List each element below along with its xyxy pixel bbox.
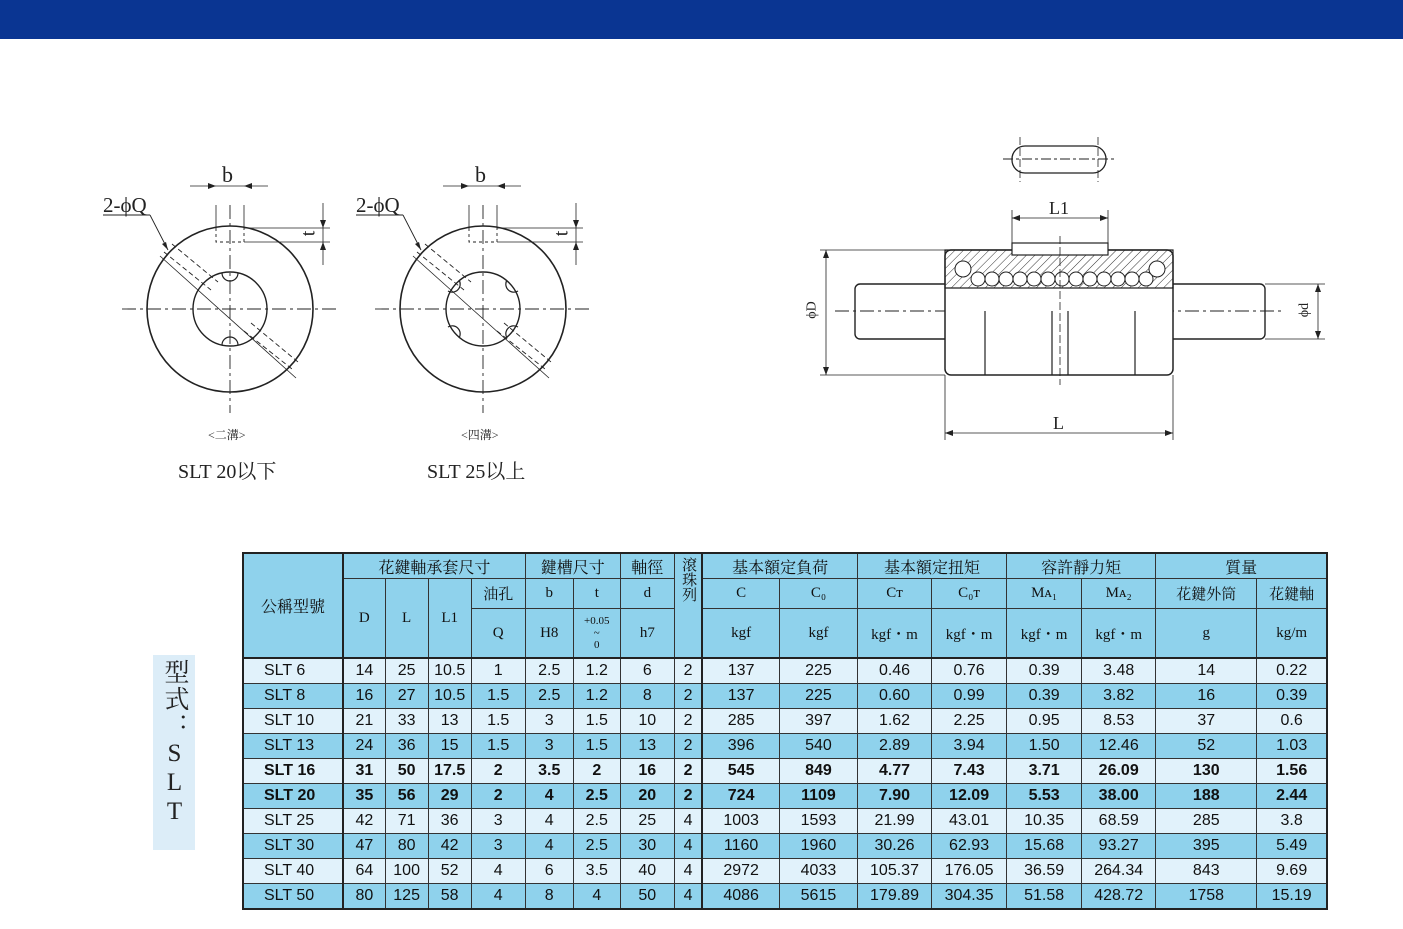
header-oil-hole: 油孔	[471, 579, 525, 609]
table-cell: 225	[779, 658, 857, 684]
table-cell: 26.09	[1082, 759, 1156, 784]
table-cell: 1.56	[1257, 759, 1327, 784]
table-cell: 2.5	[525, 658, 573, 684]
table-cell: 0.95	[1007, 709, 1082, 734]
table-cell: 1.5	[471, 734, 525, 759]
table-row	[243, 734, 1327, 759]
table-cell: 38.00	[1082, 784, 1156, 809]
header-H8: H8	[525, 609, 573, 659]
table-cell: 93.27	[1082, 834, 1156, 859]
table-cell: 137	[702, 684, 779, 709]
table-cell: 56	[385, 784, 428, 809]
tolerance-lower: 0	[594, 639, 600, 651]
table-cell: 3	[471, 834, 525, 859]
table-cell: 1.2	[573, 684, 620, 709]
table-cell: 100	[385, 859, 428, 884]
table-cell: 0.99	[932, 684, 1007, 709]
table-cell: 179.89	[857, 884, 931, 910]
table-cell: 4	[573, 884, 620, 910]
header-d: d	[620, 579, 674, 609]
table-cell: 64	[343, 859, 385, 884]
unit-C0T: kgf・m	[932, 609, 1007, 659]
table-cell: 4	[674, 859, 702, 884]
table-cell: 0.60	[857, 684, 931, 709]
table-cell: 396	[702, 734, 779, 759]
table-cell: 304.35	[932, 884, 1007, 910]
table-cell: 4	[525, 809, 573, 834]
dim-hole-label-two-groove: 2-ϕQ	[103, 193, 147, 217]
table-cell: 33	[385, 709, 428, 734]
table-cell: 36	[385, 734, 428, 759]
model-cell: SLT 50	[243, 884, 343, 910]
table-cell: 36	[428, 809, 471, 834]
model-cell: SLT 30	[243, 834, 343, 859]
table-cell: 2	[674, 684, 702, 709]
table-cell: 1.5	[471, 684, 525, 709]
header-C0T: C₀ᴛ	[932, 579, 1007, 609]
table-cell: 16	[620, 759, 674, 784]
table-cell: 2.25	[932, 709, 1007, 734]
table-cell: 24	[343, 734, 385, 759]
specification-table	[242, 552, 1328, 910]
table-cell: 1960	[779, 834, 857, 859]
table-cell: 5615	[779, 884, 857, 910]
table-cell: 724	[702, 784, 779, 809]
table-cell: 14	[343, 658, 385, 684]
table-cell: 1.5	[471, 709, 525, 734]
header-C0: C₀	[779, 579, 857, 609]
model-cell: SLT 8	[243, 684, 343, 709]
table-row	[243, 784, 1327, 809]
table-cell: 0.76	[932, 658, 1007, 684]
header-group-key: 鍵槽尺寸	[525, 553, 620, 579]
table-cell: 285	[702, 709, 779, 734]
table-cell: 10.35	[1007, 809, 1082, 834]
table-cell: 36.59	[1007, 859, 1082, 884]
table-cell: 2	[573, 759, 620, 784]
model-cell: SLT 6	[243, 658, 343, 684]
header-group-moment: 容許靜力矩	[1007, 553, 1156, 579]
tolerance-upper: +0.05	[584, 615, 610, 627]
dim-t-label-two-groove: t	[297, 230, 320, 237]
table-row	[243, 859, 1327, 884]
table-cell: 0.39	[1007, 658, 1082, 684]
table-cell: 20	[620, 784, 674, 809]
table-cell: 395	[1156, 834, 1257, 859]
table-cell: 3.5	[525, 759, 573, 784]
table-cell: 80	[343, 884, 385, 910]
table-cell: 52	[1156, 734, 1257, 759]
header-C: C	[702, 579, 779, 609]
table-cell: 31	[343, 759, 385, 784]
table-cell: 2.5	[573, 834, 620, 859]
table-cell: 42	[343, 809, 385, 834]
table-cell: 21.99	[857, 809, 931, 834]
table-cell: 2	[674, 759, 702, 784]
table-cell: 21	[343, 709, 385, 734]
unit-MA2: kgf・m	[1082, 609, 1156, 659]
dim-b-label-two-groove: b	[222, 162, 233, 187]
table-cell: 8.53	[1082, 709, 1156, 734]
table-cell: 80	[385, 834, 428, 859]
header-L: L	[385, 579, 428, 659]
table-cell: 2	[674, 658, 702, 684]
dim-d-label: ϕd	[1297, 302, 1313, 318]
table-cell: 4	[471, 884, 525, 910]
table-cell: 8	[525, 884, 573, 910]
table-cell: 7.43	[932, 759, 1007, 784]
side-view	[820, 210, 1325, 440]
table-cell: 3.94	[932, 734, 1007, 759]
model-type-text: 型式：SLT	[161, 659, 188, 827]
table-cell: 17.5	[428, 759, 471, 784]
header-h7: h7	[620, 609, 674, 659]
table-cell: 43.01	[932, 809, 1007, 834]
table-cell: 2	[674, 709, 702, 734]
header-group-torque: 基本額定扭矩	[857, 553, 1006, 579]
header-t-tolerance	[573, 609, 620, 659]
table-cell: 10.5	[428, 658, 471, 684]
table-cell: 0.22	[1257, 658, 1327, 684]
table-cell: 4033	[779, 859, 857, 884]
table-cell: 1.50	[1007, 734, 1082, 759]
table-cell: 1	[471, 658, 525, 684]
table-cell: 849	[779, 759, 857, 784]
model-cell: SLT 40	[243, 859, 343, 884]
table-cell: 2	[471, 759, 525, 784]
table-cell: 35	[343, 784, 385, 809]
table-cell: 8	[620, 684, 674, 709]
header-b: b	[525, 579, 573, 609]
header-mass-shaft: 花鍵軸	[1257, 579, 1327, 609]
table-cell: 25	[620, 809, 674, 834]
table-cell: 15.19	[1257, 884, 1327, 910]
table-cell: 42	[428, 834, 471, 859]
caption-four-groove: SLT 25以上	[427, 461, 526, 483]
table-cell: 1758	[1156, 884, 1257, 910]
table-cell: 4	[471, 859, 525, 884]
table-cell: 2.5	[573, 784, 620, 809]
table-cell: 68.59	[1082, 809, 1156, 834]
table-cell: 47	[343, 834, 385, 859]
table-cell: 50	[385, 759, 428, 784]
table-cell: 2972	[702, 859, 779, 884]
caption-two-groove: SLT 20以下	[178, 461, 277, 483]
table-cell: 13	[620, 734, 674, 759]
table-cell: 7.90	[857, 784, 931, 809]
table-cell: 397	[779, 709, 857, 734]
table-cell: 5.53	[1007, 784, 1082, 809]
table-cell: 3.48	[1082, 658, 1156, 684]
header-group-shaft: 軸徑	[620, 553, 674, 579]
unit-MA1: kgf・m	[1007, 609, 1082, 659]
header-mass-outer: 花鍵外筒	[1156, 579, 1257, 609]
table-cell: 37	[1156, 709, 1257, 734]
groove-note-four: <四溝>	[461, 428, 499, 442]
table-cell: 50	[620, 884, 674, 910]
header-t: t	[573, 579, 620, 609]
header-ball-rows-text: 滾珠列	[680, 557, 697, 602]
table-cell: 130	[1156, 759, 1257, 784]
table-cell: 2	[471, 784, 525, 809]
model-cell: SLT 13	[243, 734, 343, 759]
table-cell: 176.05	[932, 859, 1007, 884]
table-cell: 3.71	[1007, 759, 1082, 784]
table-cell: 52	[428, 859, 471, 884]
table-cell: 1.5	[573, 709, 620, 734]
table-cell: 2.44	[1257, 784, 1327, 809]
table-row	[243, 809, 1327, 834]
table-cell: 264.34	[1082, 859, 1156, 884]
table-cell: 10.5	[428, 684, 471, 709]
table-cell: 40	[620, 859, 674, 884]
table-cell: 225	[779, 684, 857, 709]
table-cell: 188	[1156, 784, 1257, 809]
table-cell: 1160	[702, 834, 779, 859]
table-cell: 71	[385, 809, 428, 834]
table-cell: 25	[385, 658, 428, 684]
header-L1: L1	[428, 579, 471, 659]
specification-table-body	[243, 658, 1327, 909]
table-cell: 4.77	[857, 759, 931, 784]
table-cell: 4	[525, 784, 573, 809]
table-cell: 16	[1156, 684, 1257, 709]
table-cell: 4	[674, 834, 702, 859]
table-cell: 6	[525, 859, 573, 884]
table-cell: 0.46	[857, 658, 931, 684]
table-cell: 1.2	[573, 658, 620, 684]
table-cell: 3.82	[1082, 684, 1156, 709]
table-row	[243, 884, 1327, 910]
table-cell: 30.26	[857, 834, 931, 859]
table-cell: 540	[779, 734, 857, 759]
table-cell: 3	[471, 809, 525, 834]
header-group-outer: 花鍵軸承套尺寸	[343, 553, 525, 579]
table-cell: 4086	[702, 884, 779, 910]
unit-mass-shaft: kg/m	[1257, 609, 1327, 659]
table-row	[243, 834, 1327, 859]
unit-mass-outer: g	[1156, 609, 1257, 659]
table-cell: 10	[620, 709, 674, 734]
header-model: 公稱型號	[243, 553, 343, 658]
table-cell: 137	[702, 658, 779, 684]
table-cell: 105.37	[857, 859, 931, 884]
dim-L1-label: L1	[1049, 198, 1069, 218]
model-type-label	[153, 655, 195, 850]
unit-C0: kgf	[779, 609, 857, 659]
groove-note-two: <二溝>	[208, 428, 246, 442]
dim-t-label-four-groove: t	[550, 230, 573, 237]
header-ball-rows	[674, 553, 702, 658]
header-D: D	[343, 579, 385, 659]
model-cell: SLT 25	[243, 809, 343, 834]
table-cell: 1.5	[573, 734, 620, 759]
table-cell: 2	[674, 784, 702, 809]
table-cell: 9.69	[1257, 859, 1327, 884]
header-CT: Cᴛ	[857, 579, 931, 609]
header-Q: Q	[471, 609, 525, 659]
table-cell: 0.6	[1257, 709, 1327, 734]
table-cell: 13	[428, 709, 471, 734]
header-group-load: 基本額定負荷	[702, 553, 857, 579]
dim-D-label: ϕD	[804, 301, 820, 319]
table-cell: 12.46	[1082, 734, 1156, 759]
unit-C: kgf	[702, 609, 779, 659]
table-cell: 5.49	[1257, 834, 1327, 859]
table-cell: 27	[385, 684, 428, 709]
table-cell: 843	[1156, 859, 1257, 884]
table-cell: 1003	[702, 809, 779, 834]
table-cell: 14	[1156, 658, 1257, 684]
table-row	[243, 684, 1327, 709]
table-cell: 16	[343, 684, 385, 709]
table-cell: 1109	[779, 784, 857, 809]
table-cell: 125	[385, 884, 428, 910]
table-cell: 428.72	[1082, 884, 1156, 910]
table-cell: 15	[428, 734, 471, 759]
table-cell: 0.39	[1257, 684, 1327, 709]
table-cell: 62.93	[932, 834, 1007, 859]
table-cell: 15.68	[1007, 834, 1082, 859]
table-cell: 51.58	[1007, 884, 1082, 910]
table-cell: 1.62	[857, 709, 931, 734]
table-cell: 4	[674, 809, 702, 834]
table-cell: 12.09	[932, 784, 1007, 809]
tolerance-separator: ~	[593, 627, 600, 639]
table-cell: 0.39	[1007, 684, 1082, 709]
table-cell: 285	[1156, 809, 1257, 834]
table-cell: 6	[620, 658, 674, 684]
unit-CT: kgf・m	[857, 609, 931, 659]
header-MA2: Mᴀ₂	[1082, 579, 1156, 609]
header-group-mass: 質量	[1156, 553, 1327, 579]
table-cell: 3	[525, 709, 573, 734]
model-cell: SLT 20	[243, 784, 343, 809]
dim-L-label: L	[1053, 413, 1064, 433]
table-cell: 2.89	[857, 734, 931, 759]
key-top-view	[1003, 137, 1116, 182]
table-cell: 2.5	[525, 684, 573, 709]
model-cell: SLT 16	[243, 759, 343, 784]
table-row	[243, 759, 1327, 784]
table-row	[243, 658, 1327, 684]
dim-b-label-four-groove: b	[475, 162, 486, 187]
table-cell: 4	[674, 884, 702, 910]
dim-hole-label-four-groove: 2-ϕQ	[356, 193, 400, 217]
table-cell: 545	[702, 759, 779, 784]
table-cell: 3	[525, 734, 573, 759]
table-cell: 1.03	[1257, 734, 1327, 759]
header-MA1: Mᴀ₁	[1007, 579, 1082, 609]
model-cell: SLT 10	[243, 709, 343, 734]
table-cell: 4	[525, 834, 573, 859]
table-cell: 29	[428, 784, 471, 809]
table-cell: 2	[674, 734, 702, 759]
table-row	[243, 709, 1327, 734]
table-cell: 2.5	[573, 809, 620, 834]
table-cell: 1593	[779, 809, 857, 834]
table-cell: 3.5	[573, 859, 620, 884]
table-cell: 58	[428, 884, 471, 910]
table-cell: 30	[620, 834, 674, 859]
table-cell: 3.8	[1257, 809, 1327, 834]
